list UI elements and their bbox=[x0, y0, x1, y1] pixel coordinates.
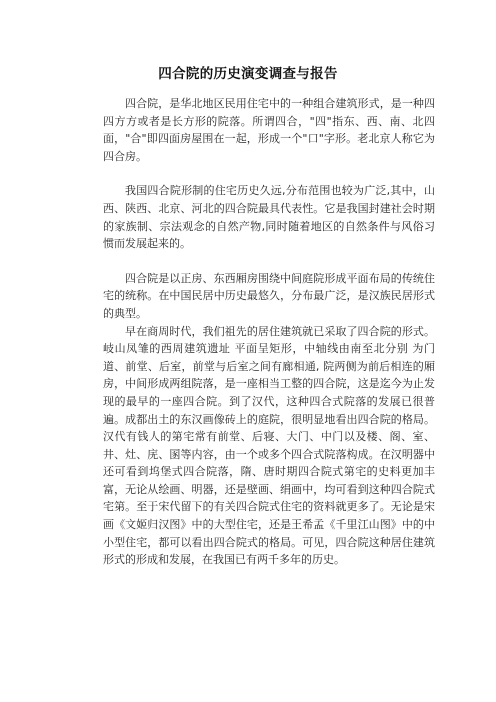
document-body bbox=[103, 95, 435, 569]
paragraph-intro: 四合院，是华北地区民用住宅中的一种组合建筑形式，是一种四四方方或者是长方形的院落。所谓四合，"四"指东、西、南、北四面，"合"即四面房屋围在一起，形成一个"口"字形。老北京人称它为四合房。 bbox=[103, 97, 435, 163]
document-title: 四合院的历史演变调查与报告 bbox=[158, 66, 338, 82]
paragraph-distribution: 我国四合院形制的住宅历史久远,分布范围也较为广泛,其中，山西、陕西、北京、河北的四合院最具代表性。它是我国封建社会时期的家族制、宗法观念的自然产物,同时随着地区的自然条件与风俗习惯而发展起来的。 bbox=[103, 184, 435, 251]
paragraph-definition: 四合院是以正房、东西厢房围绕中间庭院形成平面布局的传统住宅的统称。在中国民居中历史最悠久，分布最广泛，是汉族民居形式的典型。 bbox=[103, 271, 435, 320]
paragraph-history: 早在商周时代，我们祖先的居住建筑就已采取了四合院的形式。岐山凤雏的西周建筑遗址 平面呈矩形，中轴线由南至北分别 为门道、前堂、后室，前堂与后室之间有廊相通, 院两侧为前后相连的厢房，中间形成两组院落，是一座相当工整的四合院，这是迄今为止发现的最早的一座四合院。到了汉代，这种四合式院落的发展已很普遍。成都出土的东汉画像砖上的庭院，很明显地看出四合院的格局。汉代有钱人的第宅常有前堂、后寝、大门、中门以及楼、阁、室、井、灶、庑、圂等内容，由一个或多个四合式院落构成。在汉明器中还可看到坞堡式四合院落，隋、唐时期四合院式第宅的史料更加丰富，无论从绘画、明器，还是壁画、绢画中，均可看到这种四合院式宅第。至于宋代留下的有关四合院式住宅的资料就更多了。无论是宋画《文姬归汉图》中的大型住宅，还是王希孟《千里江山图》中的中小型住宅，都可以看出四合院式的格局。可见，四合院这种居住建筑形式的形成和发展，在我国已有两千多年的历史。 bbox=[103, 324, 435, 567]
